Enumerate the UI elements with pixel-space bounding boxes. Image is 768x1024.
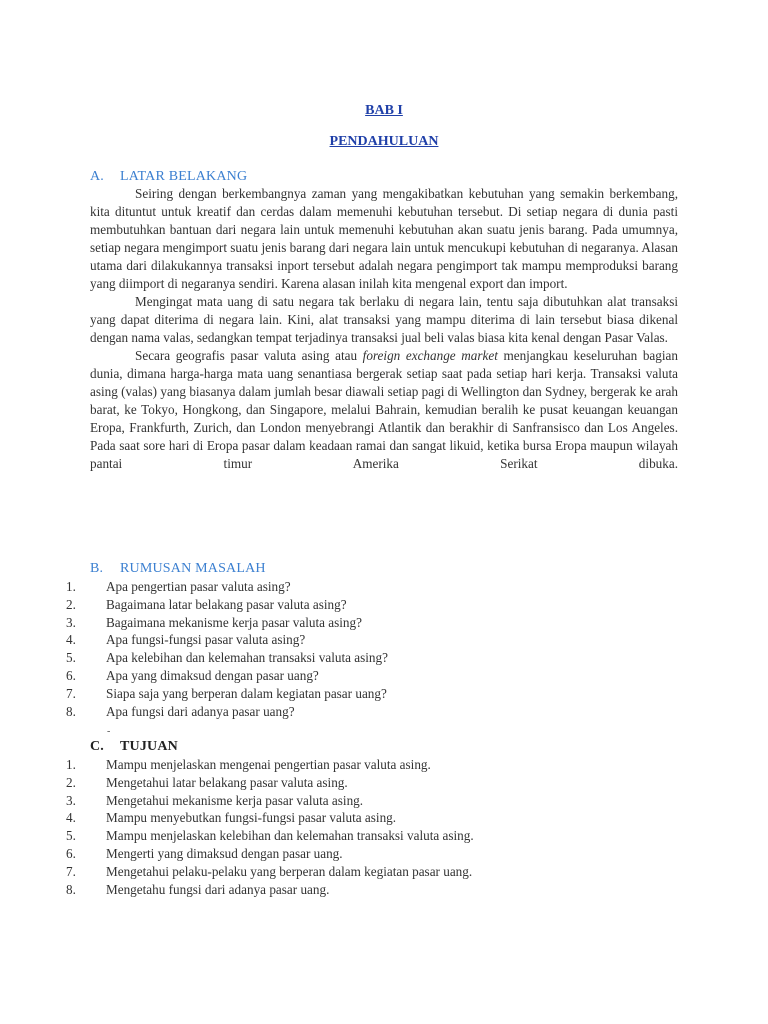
list-number: 4. — [66, 810, 76, 826]
list-number: 1. — [66, 757, 76, 772]
section-b-heading — [90, 561, 266, 577]
paragraph-3-start: Secara geografis pasar valuta asing atau — [135, 348, 363, 363]
list-number: 3. — [66, 614, 76, 630]
list-text: Apa fungsi-fungsi pasar valuta asing? — [106, 632, 306, 648]
list-text: Bagaimana mekanisme kerja pasar valuta asing? — [106, 614, 362, 630]
list-text: Mampu menjelaskan kelebihan dan kelemahan transaksi valuta asing. — [106, 828, 474, 844]
list-text: Apa fungsi dari adanya pasar uang? — [106, 703, 295, 719]
list-number: 7. — [66, 863, 76, 879]
section-b-title: RUMUSAN MASALAH — [120, 561, 266, 576]
paragraph-1: Seiring dengan berkembangnya zaman yang mengakibatkan kebutuhan yang semakin berkembang, kita dituntut untuk kreatif dan cerdas dalam memenuhi kebutuhan tersebut. Di setiap negara di dunia pasti membutuhkan bantuan dari negara lain untuk memenuhi kebutuhan akan suatu jenis barang. Pada umumnya, setiap negara mengimport suatu jenis barang dari negara lain untuk mencukupi kebutuhan di negaranya. Alasan utama dari dilakukannya transaksi inport tersebut adalah negara pengimport tak mampu memproduksi barang yang diimport di negaranya sendiri. Karena alasan inilah kita mengenal export dan import. — [90, 186, 678, 291]
list-number: 4. — [66, 632, 76, 648]
paragraph-2: Mengingat mata uang di satu negara tak berlaku di negara lain, tentu saja dibutuhkan alat transaksi yang dapat diterima di negara lain. Kini, alat transaksi yang mampu diterima di lain tersebut biasa dikenal dengan nama valas, sedangkan tempat terjadinya transaksi jual beli valas biasa kita kenal dengan Pasar Valas. — [90, 294, 678, 345]
separator-mark: - — [107, 726, 111, 737]
list-number: 6. — [66, 667, 76, 683]
section-a-letter: A. — [90, 169, 105, 184]
list-number: 2. — [66, 774, 76, 790]
section-c-title: TUJUAN — [120, 739, 178, 754]
list-number: 1. — [66, 579, 76, 594]
section-c-heading — [90, 739, 178, 755]
list-text: Apa pengertian pasar valuta asing? — [106, 579, 291, 594]
section-b-letter: B. — [90, 561, 104, 576]
list-number: 6. — [66, 845, 76, 861]
list-text: Mampu menjelaskan mengenai pengertian pasar valuta asing. — [106, 757, 431, 772]
list-text: Mengerti yang dimaksud dengan pasar uang. — [106, 845, 343, 861]
list-number: 8. — [66, 881, 76, 897]
list-text: Mampu menyebutkan fungsi-fungsi pasar valuta asing. — [106, 810, 397, 826]
list-text: Apa kelebihan dan kelemahan transaksi valuta asing? — [106, 650, 388, 666]
section-a-body — [90, 185, 678, 473]
list-number: 3. — [66, 792, 76, 808]
list-text: Mengetahui mekanisme kerja pasar valuta asing. — [106, 792, 364, 808]
section-a-heading — [90, 169, 247, 185]
section-a-title: LATAR BELAKANG — [120, 169, 248, 184]
list-number: 8. — [66, 703, 76, 719]
list-text: Mengetahui latar belakang pasar valuta asing. — [106, 774, 348, 790]
list-text: Mengetahu fungsi dari adanya pasar uang. — [106, 881, 330, 897]
paragraph-3-end: menjangkau keseluruhan bagian dunia, dimana harga-harga mata uang senantiasa bergerak setiap saat pada setiap hari kerja. Transaksi valuta asing (valas) yang biasanya dalam jumlah besar diawali setiap pagi di Wellington dan Sydney, bergerak ke arah barat, ke Tokyo, Hongkong, dan Singapore, melalui Bahrain, kemudian beralih ke pusat keuangan keuangan Eropa, Frankfurth, Zurich, dan London menyebrangi Atlantik dan berakhir di Sanfransisco dan Los Angeles. Pada saat sore hari di Eropa pasar dalam keadaan ramai dan sangat likuid, ketika bursa Eropa maupun wilayah pantai timur Amerika Serikat dibuka. — [90, 348, 678, 471]
chapter-title: PENDAHULUAN — [329, 134, 439, 149]
list-text: Mengetahui pelaku-pelaku yang berperan dalam kegiatan pasar uang. — [106, 863, 473, 879]
list-number: 5. — [66, 650, 76, 666]
section-c-letter: C. — [90, 739, 105, 754]
list-number: 2. — [66, 596, 76, 612]
list-text: Bagaimana latar belakang pasar valuta asing? — [106, 596, 347, 612]
list-text: Siapa saja yang berperan dalam kegiatan pasar uang? — [106, 685, 387, 701]
list-number: 5. — [66, 828, 76, 844]
paragraph-3 — [90, 347, 678, 473]
list-text: Apa yang dimaksud dengan pasar uang? — [106, 667, 319, 683]
chapter-number: BAB I — [365, 103, 403, 118]
list-number: 7. — [66, 685, 76, 701]
paragraph-3-italic: foreign exchange market — [362, 348, 498, 363]
